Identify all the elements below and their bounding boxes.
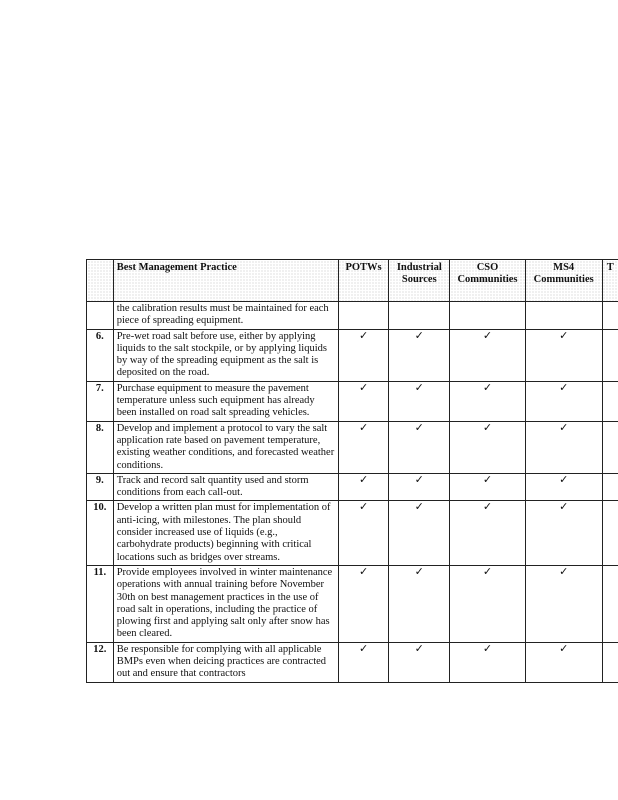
checkmark-icon: ✓ [389,421,450,473]
table-row-continued [87,302,618,330]
checkmark-icon: ✓ [525,642,602,682]
cell-number: 10. [87,501,114,565]
cell-practice: Be responsible for complying with all applicable BMPs even when deicing practices are contracted out and ensure that contractors [113,642,338,682]
header-row [87,260,618,302]
header-best-management-practice: Best Management Practice [113,260,338,302]
cell-practice: Purchase equipment to measure the pavement temperature unless such equipment has already been installed on road salt spreading vehicles. [113,381,338,421]
checkmark-icon: ✓ [525,421,602,473]
checkmark-icon: ✓ [525,501,602,565]
checkmark-icon: ✓ [389,329,450,381]
checkmark-icon: ✓ [450,473,526,501]
cell-number: 12. [87,642,114,682]
checkmark-icon: ✓ [525,329,602,381]
header-number [87,260,114,302]
cell-number: 11. [87,565,114,642]
table-row [87,329,618,381]
checkmark-icon: ✓ [450,421,526,473]
cell-number: 7. [87,381,114,421]
checkmark-icon: ✓ [525,473,602,501]
checkmark-icon: ✓ [389,642,450,682]
checkmark-icon: ✓ [389,381,450,421]
table-row [87,501,618,565]
header-potws: POTWs [338,260,389,302]
cell-practice: Provide employees involved in winter maintenance operations with annual training before November 30th on best management practices in the use of road salt in operations, including the practice of plowing first and applying salt only after snow has been cleared. [113,565,338,642]
table-row [87,473,618,501]
cell-practice: Develop and implement a protocol to vary the salt application rate based on pavement temperature, existing weather conditions, and forecasted weather conditions. [113,421,338,473]
checkmark-icon: ✓ [389,565,450,642]
checkmark-icon: ✓ [450,501,526,565]
checkmark-icon: ✓ [338,421,389,473]
checkmark-icon: ✓ [389,501,450,565]
cell-number: 9. [87,473,114,501]
checkmark-icon: ✓ [389,473,450,501]
checkmark-icon: ✓ [525,565,602,642]
table-row [87,381,618,421]
header-ms4-communities: MS4 Communities [525,260,602,302]
header-industrial-sources: Industrial Sources [389,260,450,302]
checkmark-icon: ✓ [450,329,526,381]
checkmark-icon: ✓ [450,642,526,682]
checkmark-icon: ✓ [450,381,526,421]
cell-number: 6. [87,329,114,381]
cell-number: 8. [87,421,114,473]
cell-practice: Develop a written plan must for implementation of anti-icing, with milestones. The plan should consider increased use of liquids (e.g., carbohydrate products) beginning with critical locations such as bridges over streams. [113,501,338,565]
checkmark-icon: ✓ [338,642,389,682]
checkmark-icon: ✓ [338,329,389,381]
table-row [87,421,618,473]
cell-number [87,302,114,330]
checkmark-icon: ✓ [525,381,602,421]
header-cso-communities: CSO Communities [450,260,526,302]
checkmark-icon: ✓ [338,501,389,565]
cell-practice: Pre-wet road salt before use, either by applying liquids to the salt stockpile, or by applying liquids by way of the spreading equipment as the salt is deposited on the road. [113,329,338,381]
checkmark-icon: ✓ [338,565,389,642]
bmp-table [86,259,618,683]
table-row [87,642,618,682]
cell-practice: the calibration results must be maintained for each piece of spreading equipment. [113,302,338,330]
checkmark-icon: ✓ [338,381,389,421]
checkmark-icon: ✓ [338,473,389,501]
table-row [87,565,618,642]
header-cut-off: T [602,260,618,302]
cell-practice: Track and record salt quantity used and storm conditions from each call-out. [113,473,338,501]
checkmark-icon: ✓ [450,565,526,642]
